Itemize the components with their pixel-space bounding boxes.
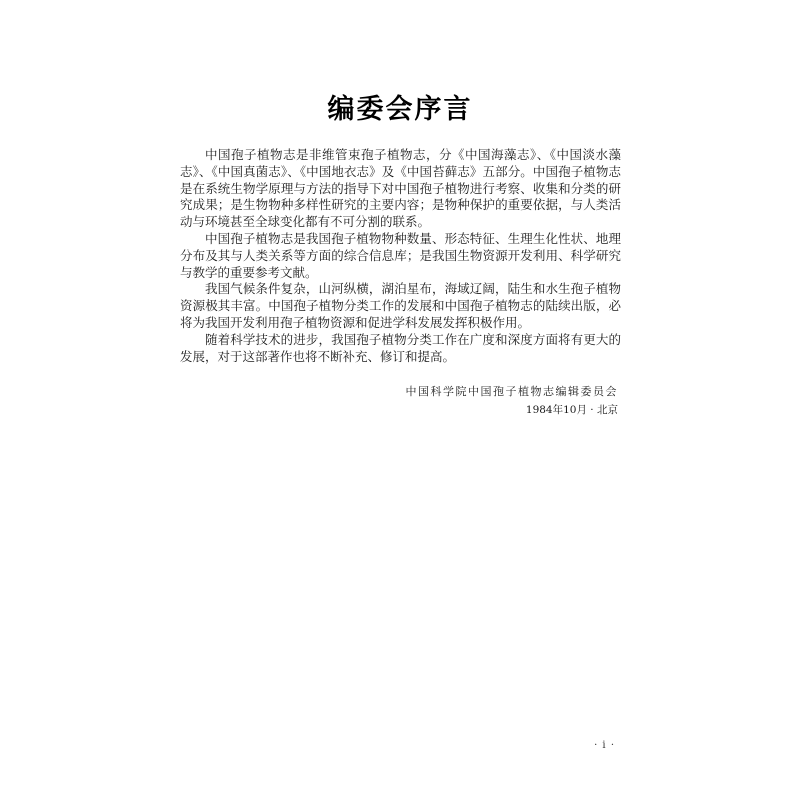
- paragraph-1: 中国孢子植物志是非维管束孢子植物志，分《中国海藻志》、《中国淡水藻志》、《中国真菌志》、《中国地衣志》及《中国苔藓志》五部分。中国孢子植物志是在系统生物学原理与方法的指导下对中国孢子植物进行考察、收集和分类的研究成果；是生物物种多样性研究的主要内容；是物种保护的重要依据，与人类活动与环境甚至全球变化都有不可分割的联系。: [180, 147, 621, 230]
- signature-block: [406, 382, 619, 420]
- paragraph-3: 我国气候条件复杂，山河纵横，湖泊星布，海域辽阔，陆生和水生孢子植物资源极其丰富。中国孢子植物分类工作的发展和中国孢子植物志的陆续出版，必将为我国开发利用孢子植物资源和促进学科发展发挥积极作用。: [180, 281, 621, 330]
- page-title: 编委会序言: [327, 94, 473, 125]
- paragraph-2: 中国孢子植物志是我国孢子植物物种数量、形态特征、生理生化性状、地理分布及其与人类关系等方面的综合信息库；是我国生物资源开发利用、科学研究与教学的重要参考文献。: [180, 230, 621, 280]
- signature-date: 1984年10月 · 北京: [525, 404, 618, 416]
- paragraph-4: 随着科学技术的进步，我国孢子植物分类工作在广度和深度方面将有更大的发展，对于这部著作也将不断补充、修订和提高。: [180, 331, 621, 364]
- signature-organization: 中国科学院中国孢子植物志编辑委员会: [405, 385, 618, 398]
- preface-body: [180, 147, 621, 365]
- page-number: · i ·: [594, 740, 615, 751]
